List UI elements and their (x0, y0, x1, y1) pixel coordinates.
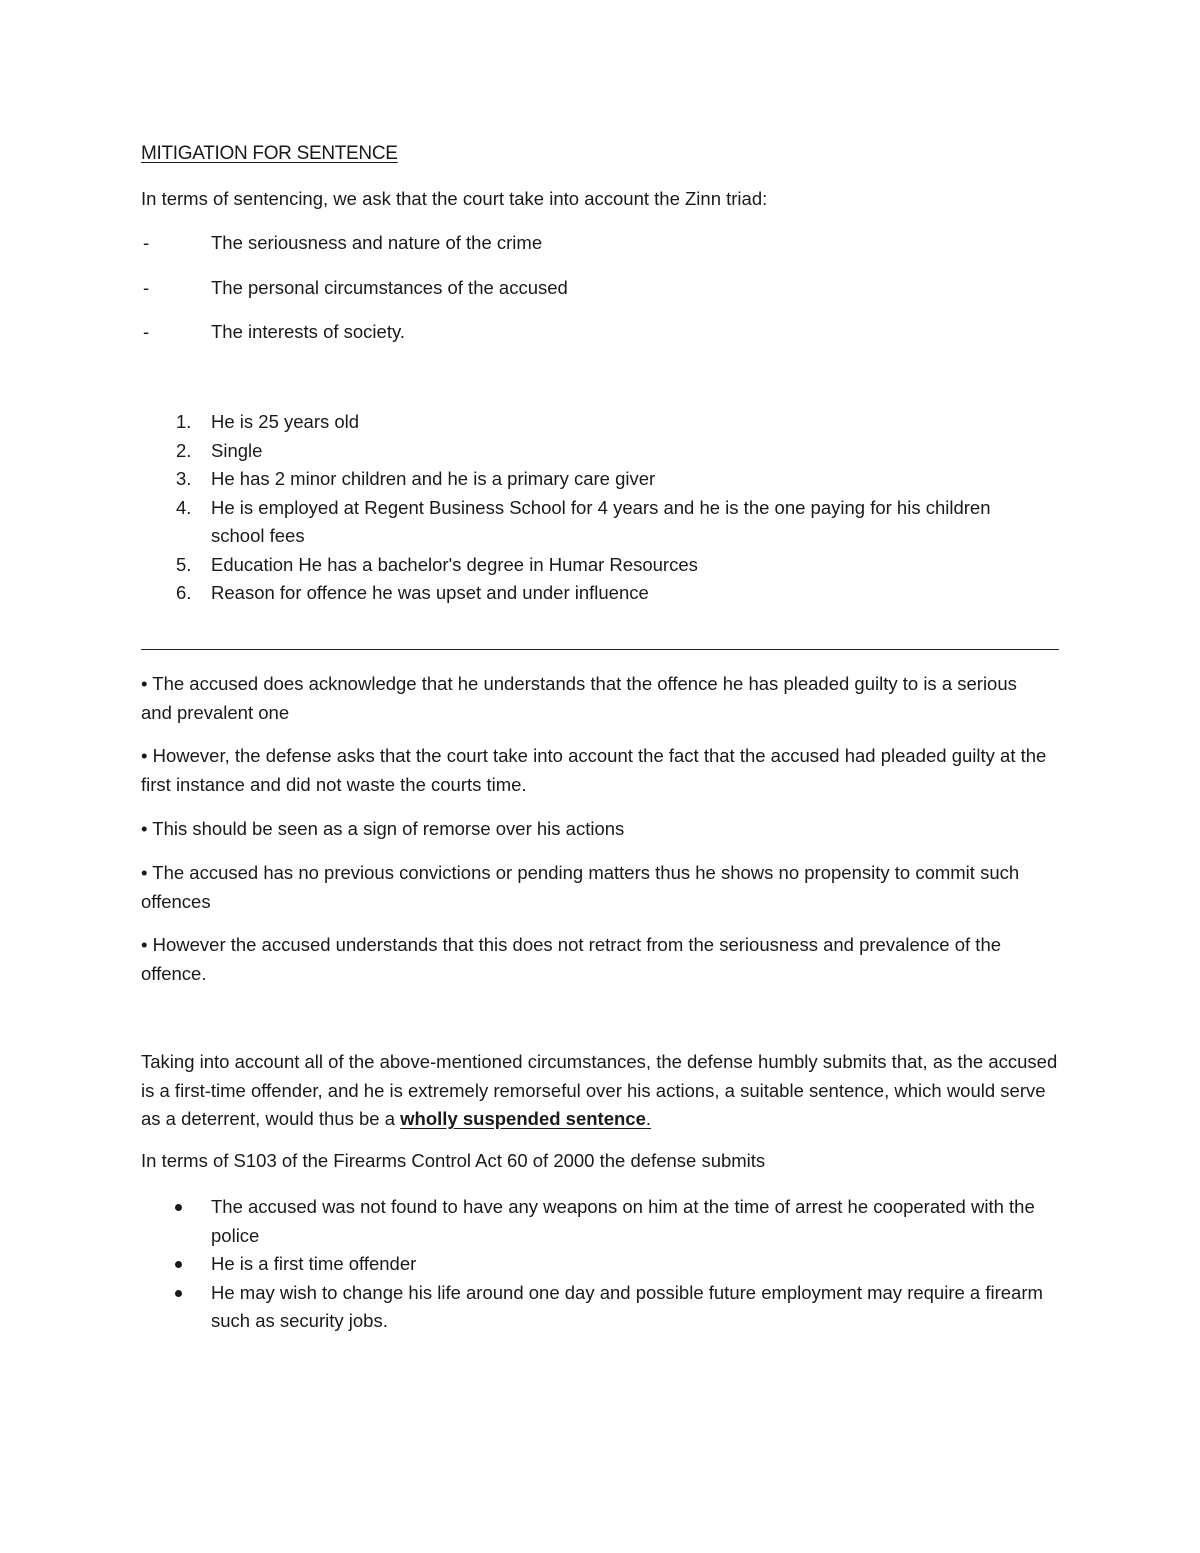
bullet-icon (175, 1290, 182, 1297)
item-number: 4. (176, 496, 192, 518)
list-item (141, 551, 1059, 580)
item-text: He is employed at Regent Business School for 4 years and he is the one paying for his children school fees (211, 496, 991, 546)
bullet-icon (175, 1204, 182, 1211)
point-paragraph: • The accused does acknowledge that he understands that the offence he has pleaded guilty to is a serious and prevalent one (141, 673, 1017, 723)
bullet-icon (175, 1261, 182, 1268)
firearms-intro: In terms of S103 of the Firearms Control Act 60 of 2000 the defense submits (141, 1150, 766, 1171)
horizontal-divider (141, 649, 1059, 650)
dash-marker: - (143, 232, 150, 253)
list-item (141, 465, 1059, 494)
list-item (141, 1250, 1059, 1279)
sentence-emphasis: wholly suspended sentence (400, 1108, 646, 1129)
triad-item-text: The seriousness and nature of the crime (211, 232, 543, 253)
item-text: He is a first time offender (211, 1253, 417, 1274)
item-text: Education He has a bachelor's degree in Humar Resources (211, 553, 698, 575)
point-paragraph: • The accused has no previous convictions or pending matters thus he shows no propensity to commit such offences (141, 862, 1020, 912)
firearms-list (141, 1193, 1059, 1336)
dash-marker: - (143, 277, 150, 298)
item-text: Reason for offence he was upset and under influence (211, 582, 649, 603)
item-number: 3. (176, 468, 192, 489)
list-item (141, 1279, 1059, 1336)
item-number: 5. (176, 553, 192, 575)
item-text: The accused was not found to have any weapons on him at the time of arrest he cooperated with the police (211, 1196, 1035, 1246)
item-text: He has 2 minor children and he is a primary care giver (211, 468, 656, 489)
item-number: 1. (176, 411, 192, 432)
list-item (141, 1193, 1059, 1250)
item-number: 2. (176, 439, 192, 461)
item-number: 6. (176, 582, 192, 603)
document-title: MITIGATION FOR SENTENCE (141, 143, 398, 164)
item-text: He may wish to change his life around one day and possible future employment may require a firearm such as security jobs. (211, 1281, 1043, 1331)
point-paragraph: • However, the defense asks that the court take into account the fact that the accused had pleaded guilty at the first instance and did not waste the courts time. (141, 745, 1047, 795)
item-text: Single (211, 439, 263, 461)
dash-marker: - (143, 321, 150, 342)
conclusion-paragraph (141, 1048, 1059, 1134)
triad-item-text: The personal circumstances of the accused (211, 277, 568, 298)
list-item (141, 408, 1059, 437)
conclusion-text: Taking into account all of the above-mentioned circumstances, the defense humbly submits that, as the accused is a first-time offender, and he is extremely remorseful over his actions, a suitable sentence, which would serve as a deterrent, would thus be a (141, 1051, 1058, 1129)
point-paragraph: • This should be seen as a sign of remorse over his actions (141, 818, 625, 839)
circumstances-list (141, 408, 1059, 608)
conclusion-end: . (645, 1108, 652, 1129)
triad-item-text: The interests of society. (211, 321, 405, 342)
intro-paragraph: In terms of sentencing, we ask that the court take into account the Zinn triad: (141, 188, 768, 209)
point-paragraph: • However the accused understands that this does not retract from the seriousness and prevalence of the offence. (141, 934, 1002, 984)
list-item (141, 437, 1059, 466)
document-page (141, 0, 1059, 1553)
list-item (141, 494, 1059, 551)
item-text: He is 25 years old (211, 411, 360, 432)
list-item (141, 579, 1059, 608)
